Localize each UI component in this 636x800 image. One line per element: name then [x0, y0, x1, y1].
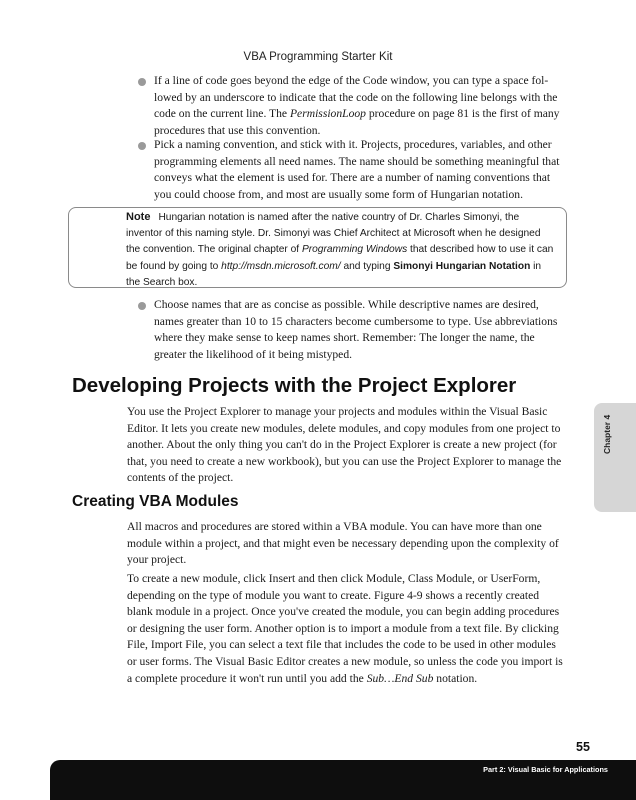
bullet-item-line-continuation	[154, 73, 567, 139]
footer-part-label: Part 2: Visual Basic for Applications	[483, 765, 608, 774]
note-body: Hungarian notation is named after the native country of Dr. Charles Simonyi, the inventor of this naming style. Dr. Simonyi was Chief Architect at Microsoft when he designed the convention. The original chapter of	[126, 212, 541, 256]
paragraph-text: To create a new module, click Insert and then click Module, Class Module, or UserForm, depending on the type of module you want to create. Figure 4-9 shows a recently created blank module in a project. Once you've created the module, you can begin adding procedures or designing the user form. Another option is to import a module from a text file. By clicking File, Import File, you can select a text file that includes the code to be used in other modules or user forms. The Visual Basic Editor creates a new module, so unless the code you import is a complete procedure it won't run until you add the	[127, 572, 563, 685]
italic-code: Sub…End Sub	[366, 671, 434, 685]
modules-paragraph-2	[127, 571, 567, 687]
search-term: Simonyi Hungarian Notation	[393, 260, 531, 272]
note-body: and typing	[340, 260, 394, 272]
bullet-dot	[138, 78, 146, 86]
section-heading-project-explorer: Developing Projects with the Project Explorer	[72, 374, 517, 397]
subsection-heading-creating-modules: Creating VBA Modules	[72, 493, 239, 510]
chapter-tab	[594, 403, 636, 512]
note-label: Note	[126, 211, 151, 223]
bullet-item-naming-convention	[154, 137, 567, 203]
bullet-text: Pick a naming convention, and stick with it. Projects, procedures, variables, and other programming elements all need names. The name should be something meaningful that conveys what the element is used for. There are a number of naming conventions that you could choose from, and most are usually some form of Hungarian notation.	[154, 138, 560, 201]
bullet-text: Choose names that are as concise as possible. While descriptive names are desired, names greater than 10 to 15 characters become cumbersome to type. Use abbreviations where they make sense to keep names short. Remember: The longer the name, the greater the likelihood of it being mistyped.	[154, 298, 558, 361]
bullet-dot	[138, 302, 146, 310]
project-explorer-paragraph: You use the Project Explorer to manage your projects and modules within the Visual Basic Editor. It lets you create new modules, delete modules, and copy modules from one project to another. About the only thing you can't do in the Project Explorer is create a new project (for that, you need to create a new workbook), but you can use the Project Explorer to manage the contents of the project.	[127, 405, 562, 485]
bullet-text: If a line of code goes beyond the edge of the Code window, you can type a space followed by an underscore to indicate that the code on the following line belongs with the code on the current line. The	[154, 74, 558, 121]
bullet-text: procedure on page 81 is the first of many procedures that use this convention.	[154, 107, 560, 137]
book-title: Programming Windows	[301, 244, 408, 256]
bullet-dot	[138, 142, 146, 150]
bullet-item-concise-names	[154, 297, 567, 363]
url-link[interactable]: http://msdn.microsoft.com/	[221, 260, 341, 272]
italic-procedure-name: PermissionLoop	[289, 107, 366, 121]
chapter-tab-label: Chapter 4	[602, 414, 612, 454]
page-number: 55	[576, 740, 590, 754]
paragraph-text: notation.	[433, 671, 478, 685]
note-body: in the Search box.	[126, 260, 542, 288]
running-header: VBA Programming Starter Kit	[243, 51, 393, 63]
modules-paragraph-1: All macros and procedures are stored within a VBA module. You can have more than one module within a project, and that might even be necessary depending upon the complexity of your project.	[127, 520, 559, 567]
note-body: that described how to use it can be found by going to	[126, 244, 554, 272]
note-text	[126, 209, 556, 291]
